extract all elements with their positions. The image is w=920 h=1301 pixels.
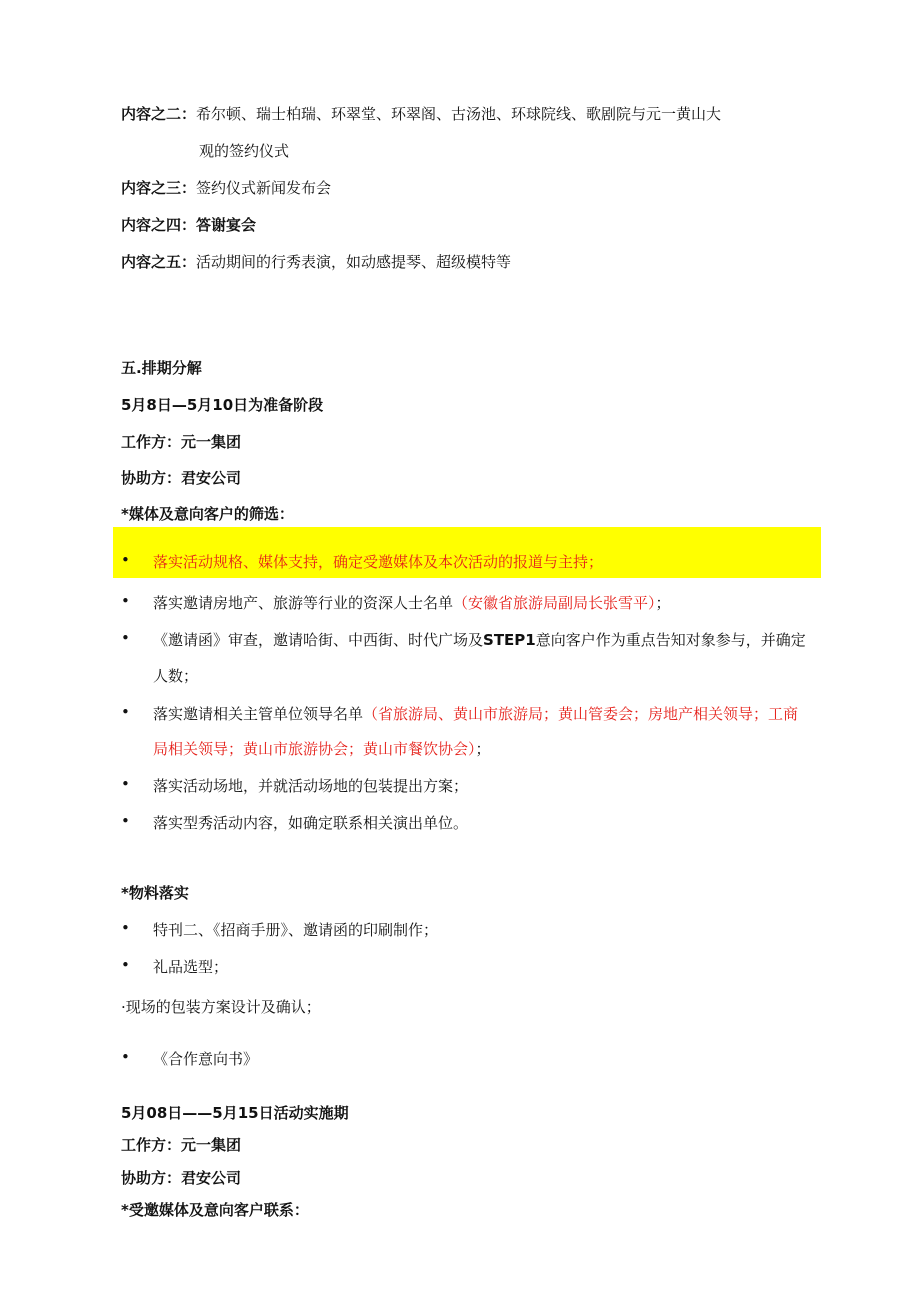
bullet-item-3-continuation: 人数； xyxy=(153,667,199,685)
materials-heading: *物料落实 xyxy=(121,884,189,902)
bullet-item-2: 落实邀请房地产、旅游等行业的资深人士名单（安徽省旅游局副局长张雪平）； xyxy=(153,594,671,612)
content-5: 内容之五：活动期间的行秀表演，如动感提琴、超级模特等 xyxy=(121,253,512,271)
bullet-icon: • xyxy=(121,629,130,647)
bullet-icon: • xyxy=(121,703,130,721)
section-title: 五.排期分解 xyxy=(121,359,202,377)
phase-1-heading: 5月8日—5月10日为准备阶段 xyxy=(121,396,324,414)
helper-2: 协助方：君安公司 xyxy=(121,1169,242,1187)
bullet-item-6: 落实型秀活动内容，如确定联系相关演出单位。 xyxy=(153,814,469,832)
bullet-item-5: 落实活动场地，并就活动场地的包装提出方案； xyxy=(153,777,469,795)
bullet-icon: • xyxy=(121,775,130,793)
bullet-item-1: 落实活动规格、媒体支持，确定受邀媒体及本次活动的报道与主持； xyxy=(153,553,604,571)
bullet-item-3: 《邀请函》审查，邀请哈街、中西街、时代广场及STEP1意向客户作为重点告知对象参与，并确定 xyxy=(153,631,806,649)
materials-item-2: 礼品选型； xyxy=(153,958,229,976)
phase-2-heading: 5月08日——5月15日活动实施期 xyxy=(121,1104,349,1122)
bullet-item-4: 落实邀请相关主管单位领导名单（省旅游局、黄山市旅游局；黄山管委会；房地产相关领导；工商 xyxy=(153,705,799,723)
materials-item-1: 特刊二、《招商手册》、邀请函的印刷制作； xyxy=(153,921,439,939)
worker-2: 工作方：元一集团 xyxy=(121,1136,242,1154)
worker-1: 工作方：元一集团 xyxy=(121,433,242,451)
helper-1: 协助方：君安公司 xyxy=(121,469,242,487)
materials-item-3: ·现场的包装方案设计及确认； xyxy=(121,998,321,1016)
bullet-icon: • xyxy=(121,592,130,610)
content-4: 内容之四：答谢宴会 xyxy=(121,216,257,234)
media-heading: *媒体及意向客户的筛选： xyxy=(121,505,294,523)
content-3: 内容之三：签约仪式新闻发布会 xyxy=(121,179,332,197)
bullet-icon: • xyxy=(121,1048,130,1066)
bullet-icon: • xyxy=(121,919,130,937)
content-2: 内容之二：希尔顿、瑞士柏瑞、环翠堂、环翠阁、古汤池、环球院线、歌剧院与元一黄山大 xyxy=(121,105,722,123)
content-2-continuation: 观的签约仪式 xyxy=(199,142,290,160)
materials-item-4: 《合作意向书》 xyxy=(153,1050,259,1068)
bullet-item-4-continuation: 局相关领导；黄山市旅游协会；黄山市餐饮协会）； xyxy=(153,740,491,758)
bullet-icon: • xyxy=(121,956,130,974)
bullet-icon: • xyxy=(121,812,130,830)
contact-heading: *受邀媒体及意向客户联系： xyxy=(121,1201,309,1219)
bullet-icon: • xyxy=(121,551,130,569)
